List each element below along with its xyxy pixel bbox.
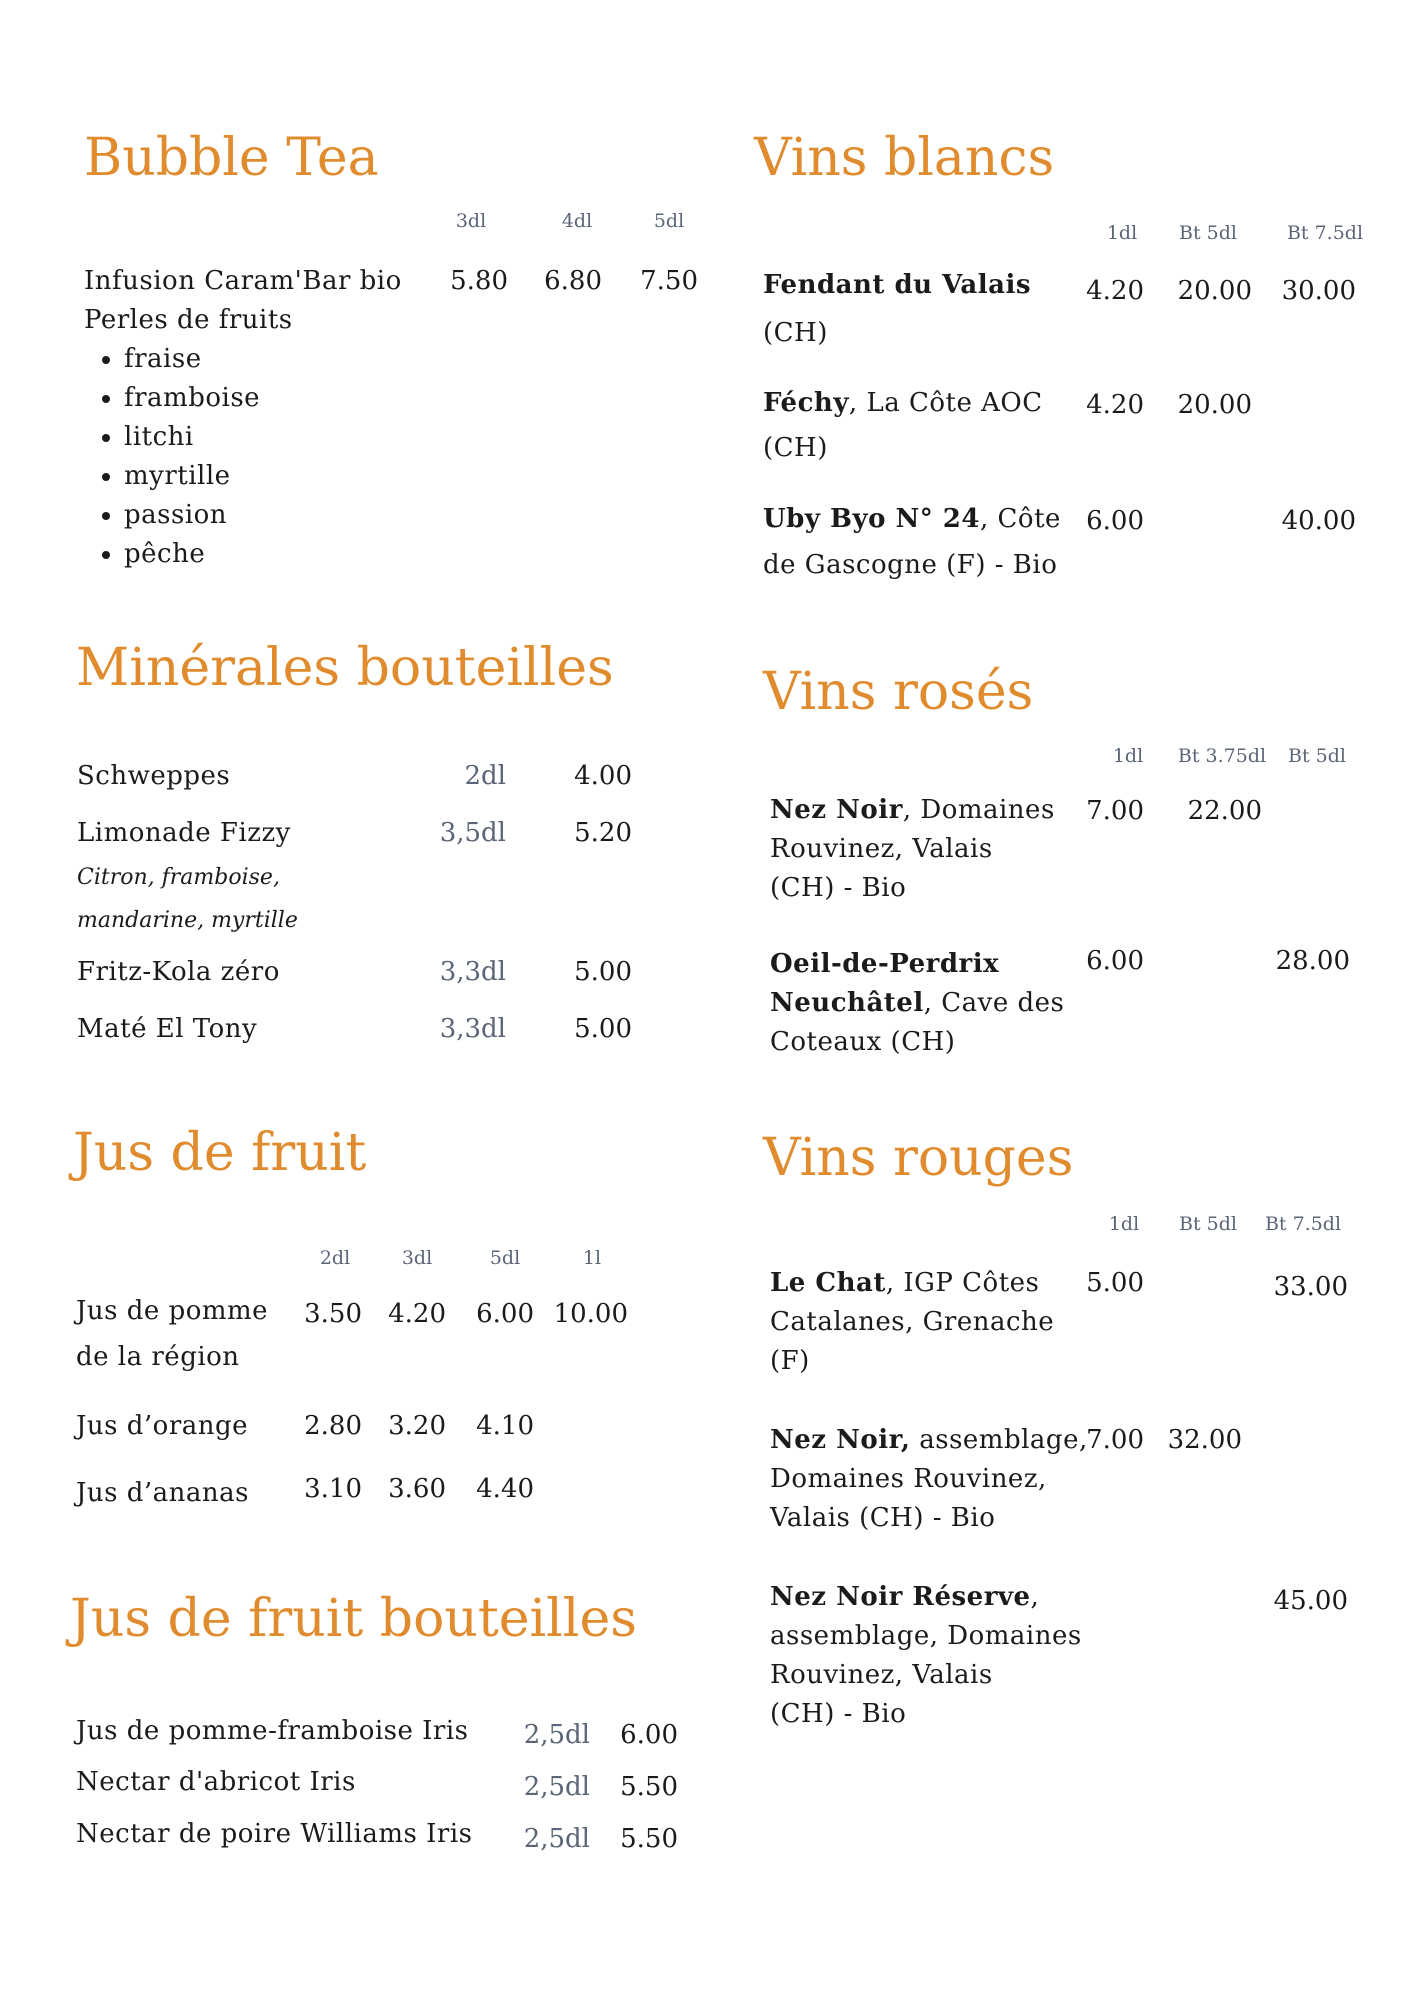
wine-detail: , Domaines <box>902 795 1055 825</box>
wine-name <box>770 1264 1039 1303</box>
wine-title: Nez Noir Réserve <box>770 1582 1031 1612</box>
price: 3.50 <box>304 1299 362 1329</box>
item-note: Citron, framboise, <box>77 865 280 890</box>
list-item: • litchi <box>124 418 260 457</box>
size-header: 3dl <box>455 210 487 232</box>
wine-name <box>770 791 1055 830</box>
size-header: 2dl <box>319 1247 351 1269</box>
item-name: Fritz-Kola zéro <box>77 957 280 987</box>
price: 5.00 <box>574 1014 632 1044</box>
price: 5.00 <box>574 957 632 987</box>
size-header: 1l <box>582 1247 602 1269</box>
list-item: • fraise <box>124 340 260 379</box>
price: 3.10 <box>304 1474 362 1504</box>
wine-name <box>763 500 1061 539</box>
item-name: Nectar de poire Williams Iris <box>76 1819 473 1849</box>
wine-name <box>763 266 1031 305</box>
price: 6.00 <box>1086 506 1144 536</box>
price: 5.20 <box>574 818 632 848</box>
price: 7.00 <box>1086 796 1144 826</box>
size-header: 1dl <box>1108 1213 1140 1235</box>
price: 4.10 <box>476 1411 534 1441</box>
section-title: Vins rosés <box>763 662 1034 722</box>
item-name: Schweppes <box>77 761 231 791</box>
price: 3.20 <box>388 1411 446 1441</box>
wine-name <box>770 1421 1088 1460</box>
list-item: • framboise <box>124 379 260 418</box>
item-name: Limonade Fizzy <box>77 818 291 848</box>
wine-origin: (CH) <box>763 318 828 348</box>
price: 40.00 <box>1281 506 1356 536</box>
size-header: Bt 7.5dl <box>1286 222 1364 244</box>
wine-detail: assemblage, <box>910 1425 1088 1455</box>
wine-name <box>770 945 999 984</box>
item-note: mandarine, myrtille <box>77 908 298 933</box>
wine-name <box>763 384 1043 423</box>
volume: 3,3dl <box>439 1014 506 1044</box>
size-header: 1dl <box>1106 222 1138 244</box>
price: 5.80 <box>450 266 508 296</box>
wine-detail: , <box>1030 1582 1040 1612</box>
item-name: Jus d’ananas <box>76 1478 250 1508</box>
size-header: 4dl <box>561 210 593 232</box>
volume: 2,5dl <box>523 1824 590 1854</box>
price: 10.00 <box>553 1299 628 1329</box>
wine-title: Uby Byo N° 24 <box>763 504 980 534</box>
price: 5.50 <box>620 1772 678 1802</box>
section-title: Vins rouges <box>763 1128 1074 1188</box>
size-header: 1dl <box>1112 745 1144 767</box>
price: 7.50 <box>640 266 698 296</box>
volume: 2,5dl <box>523 1720 590 1750</box>
price: 4.20 <box>388 1299 446 1329</box>
price: 5.00 <box>1086 1268 1144 1298</box>
wine-detail: Rouvinez, Valais <box>770 1660 993 1690</box>
wine-title: Fendant du Valais <box>763 270 1031 300</box>
size-header: Bt 5dl <box>1288 745 1346 767</box>
wine-title: Nez Noir <box>770 795 903 825</box>
price: 20.00 <box>1177 390 1252 420</box>
item-name: Maté El Tony <box>77 1014 258 1044</box>
wine-title: Féchy <box>763 388 849 418</box>
price: 32.00 <box>1167 1425 1242 1455</box>
item-name: Jus d’orange <box>76 1411 249 1441</box>
price: 30.00 <box>1281 276 1356 306</box>
price: 5.50 <box>620 1824 678 1854</box>
volume: 2,5dl <box>523 1772 590 1802</box>
size-header: Bt 5dl <box>1179 1213 1237 1235</box>
price: 45.00 <box>1273 1586 1348 1616</box>
wine-origin: (CH) - Bio <box>770 1699 907 1729</box>
wine-title: Le Chat <box>770 1268 886 1298</box>
item-name: Jus de pomme-framboise Iris <box>76 1716 469 1746</box>
wine-origin: Coteaux (CH) <box>770 1027 956 1057</box>
price: 4.20 <box>1086 276 1144 306</box>
wine-detail <box>770 984 1064 1023</box>
size-header: 3dl <box>401 1247 433 1269</box>
wine-detail: Rouvinez, Valais <box>770 834 993 864</box>
flavor-list <box>84 340 260 574</box>
wine-detail: Domaines Rouvinez, <box>770 1464 1047 1494</box>
wine-origin: (CH) - Bio <box>770 873 907 903</box>
size-header: 5dl <box>653 210 685 232</box>
item-name: Jus de pomme <box>76 1296 269 1326</box>
wine-origin: de Gascogne (F) - Bio <box>763 550 1058 580</box>
price: 6.00 <box>1086 946 1144 976</box>
item-name: Infusion Caram'Bar bio <box>84 266 402 296</box>
wine-detail: assemblage, Domaines <box>770 1621 1082 1651</box>
price: 4.40 <box>476 1474 534 1504</box>
price: 6.80 <box>544 266 602 296</box>
wine-name <box>770 1578 1039 1617</box>
size-header: Bt 3.75dl <box>1177 745 1267 767</box>
wine-detail: , Cave des <box>923 988 1065 1018</box>
section-title: Jus de fruit <box>73 1123 367 1183</box>
price: 4.20 <box>1086 390 1144 420</box>
list-item: • passion <box>124 496 260 535</box>
wine-title: Neuchâtel <box>770 988 924 1018</box>
item-name: Nectar d'abricot Iris <box>76 1767 356 1797</box>
wine-title: Nez Noir, <box>770 1425 911 1455</box>
volume: 3,3dl <box>439 957 506 987</box>
pearls-label: Perles de fruits <box>84 305 293 335</box>
price: 22.00 <box>1187 796 1262 826</box>
wine-origin: (F) <box>770 1346 810 1376</box>
price: 6.00 <box>620 1720 678 1750</box>
size-header: 5dl <box>489 1247 521 1269</box>
price: 7.00 <box>1086 1425 1144 1455</box>
wine-origin: (CH) <box>763 433 828 463</box>
price: 20.00 <box>1177 276 1252 306</box>
wine-detail: , La Côte AOC <box>848 388 1043 418</box>
price: 6.00 <box>476 1299 534 1329</box>
list-item: • myrtille <box>124 457 260 496</box>
volume: 3,5dl <box>439 818 506 848</box>
price: 2.80 <box>304 1411 362 1441</box>
price: 3.60 <box>388 1474 446 1504</box>
price: 33.00 <box>1273 1272 1348 1302</box>
section-title: Bubble Tea <box>84 128 379 188</box>
section-title: Minérales bouteilles <box>76 638 614 698</box>
volume: 2dl <box>464 761 506 791</box>
size-header: Bt 5dl <box>1179 222 1237 244</box>
price: 4.00 <box>574 761 632 791</box>
wine-origin: Valais (CH) - Bio <box>770 1503 996 1533</box>
list-item: • pêche <box>124 535 260 574</box>
item-name: de la région <box>76 1342 240 1372</box>
size-header: Bt 7.5dl <box>1264 1213 1342 1235</box>
section-title: Jus de fruit bouteilles <box>70 1589 637 1649</box>
wine-title: Oeil-de-Perdrix <box>770 949 1000 979</box>
wine-detail: , Côte <box>980 504 1061 534</box>
wine-detail: , IGP Côtes <box>885 1268 1040 1298</box>
wine-detail: Catalanes, Grenache <box>770 1307 1055 1337</box>
section-title: Vins blancs <box>754 128 1055 188</box>
price: 28.00 <box>1275 946 1350 976</box>
